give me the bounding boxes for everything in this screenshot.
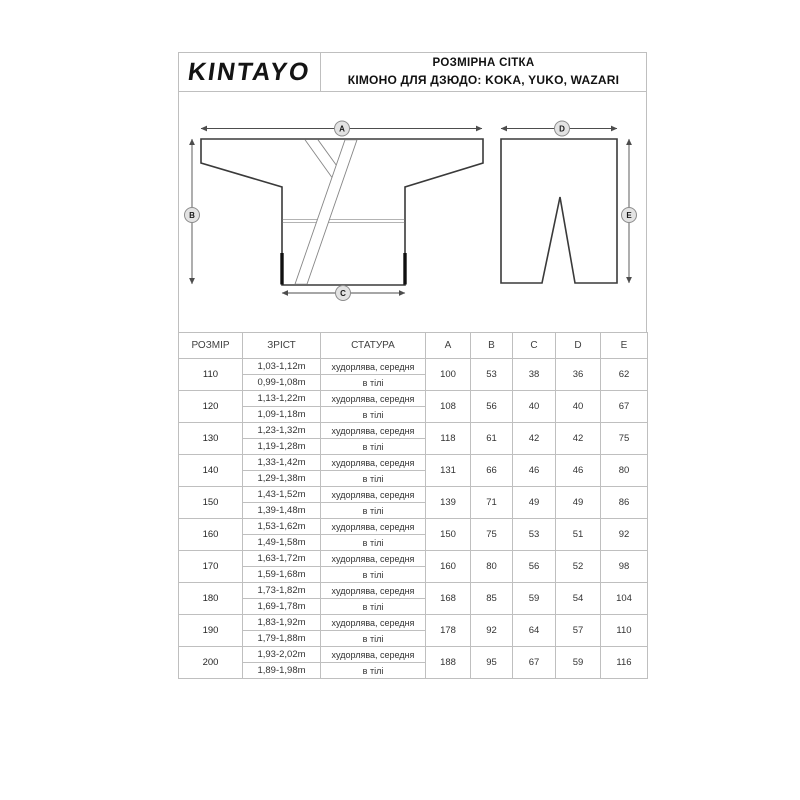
build-line-1: худорлява, середня — [321, 583, 426, 599]
dim-e-value: 67 — [601, 391, 648, 423]
height-range-secondary: 1,19-1,28m — [243, 439, 321, 455]
height-range-secondary: 1,39-1,48m — [243, 503, 321, 519]
height-range-primary: 1,53-1,62m — [243, 519, 321, 535]
dim-e-value: 75 — [601, 423, 648, 455]
dim-b-value: 92 — [471, 615, 513, 647]
height-range-primary: 1,73-1,82m — [243, 583, 321, 599]
dim-a-value: 160 — [426, 551, 471, 583]
build-line-2: в тілі — [321, 599, 426, 615]
dim-badge-a — [335, 121, 350, 136]
build-line-2: в тілі — [321, 471, 426, 487]
dim-badge-c — [336, 286, 351, 301]
dim-c-value: 53 — [513, 519, 556, 551]
dim-e-value: 98 — [601, 551, 648, 583]
jacket-drawing — [201, 139, 483, 285]
dim-a-value: 188 — [426, 647, 471, 679]
col-header-e: E — [601, 333, 648, 359]
build-line-1: худорлява, середня — [321, 551, 426, 567]
dim-b-value: 85 — [471, 583, 513, 615]
table-row — [179, 615, 648, 631]
table-row — [179, 583, 648, 599]
dim-a-value: 139 — [426, 487, 471, 519]
dim-e-value: 104 — [601, 583, 648, 615]
dim-b-value: 95 — [471, 647, 513, 679]
size-value: 110 — [179, 359, 243, 391]
brand-logo: KINTAYO — [186, 57, 313, 86]
build-line-2: в тілі — [321, 631, 426, 647]
size-value: 190 — [179, 615, 243, 647]
table-row — [179, 519, 648, 535]
dim-b-value: 80 — [471, 551, 513, 583]
dim-a-value: 131 — [426, 455, 471, 487]
dim-c-value: 38 — [513, 359, 556, 391]
col-header-size: РОЗМІР — [179, 333, 243, 359]
pants-drawing — [501, 139, 617, 283]
build-line-2: в тілі — [321, 439, 426, 455]
size-table-header-row — [179, 333, 648, 359]
dim-e-value: 86 — [601, 487, 648, 519]
build-line-1: худорлява, середня — [321, 487, 426, 503]
dim-b-value: 53 — [471, 359, 513, 391]
dim-badge-b — [185, 208, 200, 223]
size-value: 140 — [179, 455, 243, 487]
dim-d-value: 40 — [556, 391, 601, 423]
dim-c-value: 67 — [513, 647, 556, 679]
sheet-title: РОЗМІРНА СІТКА — [432, 57, 535, 70]
build-line-2: в тілі — [321, 663, 426, 679]
logo-cell — [179, 53, 321, 91]
build-line-1: худорлява, середня — [321, 359, 426, 375]
dim-d-value: 52 — [556, 551, 601, 583]
svg-text:C: C — [340, 288, 346, 298]
col-header-build: СТАТУРА — [321, 333, 426, 359]
height-range-secondary: 1,69-1,78m — [243, 599, 321, 615]
dim-badge-d — [555, 121, 570, 136]
dim-c-value: 59 — [513, 583, 556, 615]
height-range-secondary: 1,79-1,88m — [243, 631, 321, 647]
sheet-header — [178, 52, 647, 92]
size-value: 130 — [179, 423, 243, 455]
size-value: 160 — [179, 519, 243, 551]
build-line-1: худорлява, середня — [321, 615, 426, 631]
size-value: 120 — [179, 391, 243, 423]
height-range-primary: 1,23-1,32m — [243, 423, 321, 439]
dim-c-value: 46 — [513, 455, 556, 487]
size-table — [178, 332, 648, 679]
col-header-height: ЗРІСТ — [243, 333, 321, 359]
build-line-1: худорлява, середня — [321, 519, 426, 535]
dim-d-value: 57 — [556, 615, 601, 647]
dim-e-value: 116 — [601, 647, 648, 679]
svg-text:B: B — [189, 210, 195, 220]
col-header-c: C — [513, 333, 556, 359]
table-row — [179, 423, 648, 439]
build-line-1: худорлява, середня — [321, 455, 426, 471]
dim-d-value: 54 — [556, 583, 601, 615]
build-line-2: в тілі — [321, 567, 426, 583]
col-header-d: D — [556, 333, 601, 359]
title-cell — [321, 53, 646, 91]
dim-e-value: 92 — [601, 519, 648, 551]
dim-c-value: 64 — [513, 615, 556, 647]
dim-b-value: 71 — [471, 487, 513, 519]
height-range-primary: 1,43-1,52m — [243, 487, 321, 503]
svg-text:A: A — [339, 124, 345, 134]
dim-a-value: 100 — [426, 359, 471, 391]
size-value: 170 — [179, 551, 243, 583]
height-range-secondary: 1,59-1,68m — [243, 567, 321, 583]
build-line-2: в тілі — [321, 503, 426, 519]
dim-d-value: 36 — [556, 359, 601, 391]
dim-c-value: 42 — [513, 423, 556, 455]
height-range-secondary: 1,29-1,38m — [243, 471, 321, 487]
size-chart-sheet — [178, 52, 647, 679]
drawings-svg — [179, 92, 646, 332]
svg-text:D: D — [559, 124, 565, 134]
size-value: 150 — [179, 487, 243, 519]
dim-e-value: 62 — [601, 359, 648, 391]
height-range-secondary: 0,99-1,08m — [243, 375, 321, 391]
dim-d-value: 59 — [556, 647, 601, 679]
dim-c-value: 40 — [513, 391, 556, 423]
col-header-b: B — [471, 333, 513, 359]
col-header-a: A — [426, 333, 471, 359]
table-row — [179, 359, 648, 375]
dim-c-value: 56 — [513, 551, 556, 583]
table-row — [179, 647, 648, 663]
height-range-primary: 1,93-2,02m — [243, 647, 321, 663]
build-line-2: в тілі — [321, 535, 426, 551]
dim-b-value: 66 — [471, 455, 513, 487]
size-table-body — [179, 359, 648, 679]
build-line-1: худорлява, середня — [321, 423, 426, 439]
dim-e-value: 110 — [601, 615, 648, 647]
build-line-2: в тілі — [321, 375, 426, 391]
table-row — [179, 391, 648, 407]
table-row — [179, 551, 648, 567]
height-range-primary: 1,83-1,92m — [243, 615, 321, 631]
size-value: 180 — [179, 583, 243, 615]
height-range-primary: 1,33-1,42m — [243, 455, 321, 471]
dim-d-value: 42 — [556, 423, 601, 455]
dim-b-value: 75 — [471, 519, 513, 551]
dim-e-value: 80 — [601, 455, 648, 487]
pants-outline — [501, 139, 617, 283]
dim-d-value: 51 — [556, 519, 601, 551]
dim-a-value: 150 — [426, 519, 471, 551]
build-line-1: худорлява, середня — [321, 647, 426, 663]
height-range-secondary: 1,49-1,58m — [243, 535, 321, 551]
table-row — [179, 455, 648, 471]
dim-b-value: 56 — [471, 391, 513, 423]
sheet-subtitle: КІМОНО ДЛЯ ДЗЮДО: KOKA, YUKO, WAZARI — [347, 72, 620, 87]
dim-a-value: 108 — [426, 391, 471, 423]
dim-a-value: 118 — [426, 423, 471, 455]
dim-a-value: 168 — [426, 583, 471, 615]
height-range-secondary: 1,89-1,98m — [243, 663, 321, 679]
svg-text:E: E — [626, 210, 632, 220]
dim-b-value: 61 — [471, 423, 513, 455]
build-line-2: в тілі — [321, 407, 426, 423]
technical-drawings — [178, 92, 647, 332]
dim-d-value: 49 — [556, 487, 601, 519]
dim-a-value: 178 — [426, 615, 471, 647]
size-value: 200 — [179, 647, 243, 679]
dim-d-value: 46 — [556, 455, 601, 487]
height-range-primary: 1,13-1,22m — [243, 391, 321, 407]
height-range-primary: 1,03-1,12m — [243, 359, 321, 375]
dim-c-value: 49 — [513, 487, 556, 519]
height-range-primary: 1,63-1,72m — [243, 551, 321, 567]
height-range-secondary: 1,09-1,18m — [243, 407, 321, 423]
dim-badge-e — [622, 208, 637, 223]
table-row — [179, 487, 648, 503]
build-line-1: худорлява, середня — [321, 391, 426, 407]
